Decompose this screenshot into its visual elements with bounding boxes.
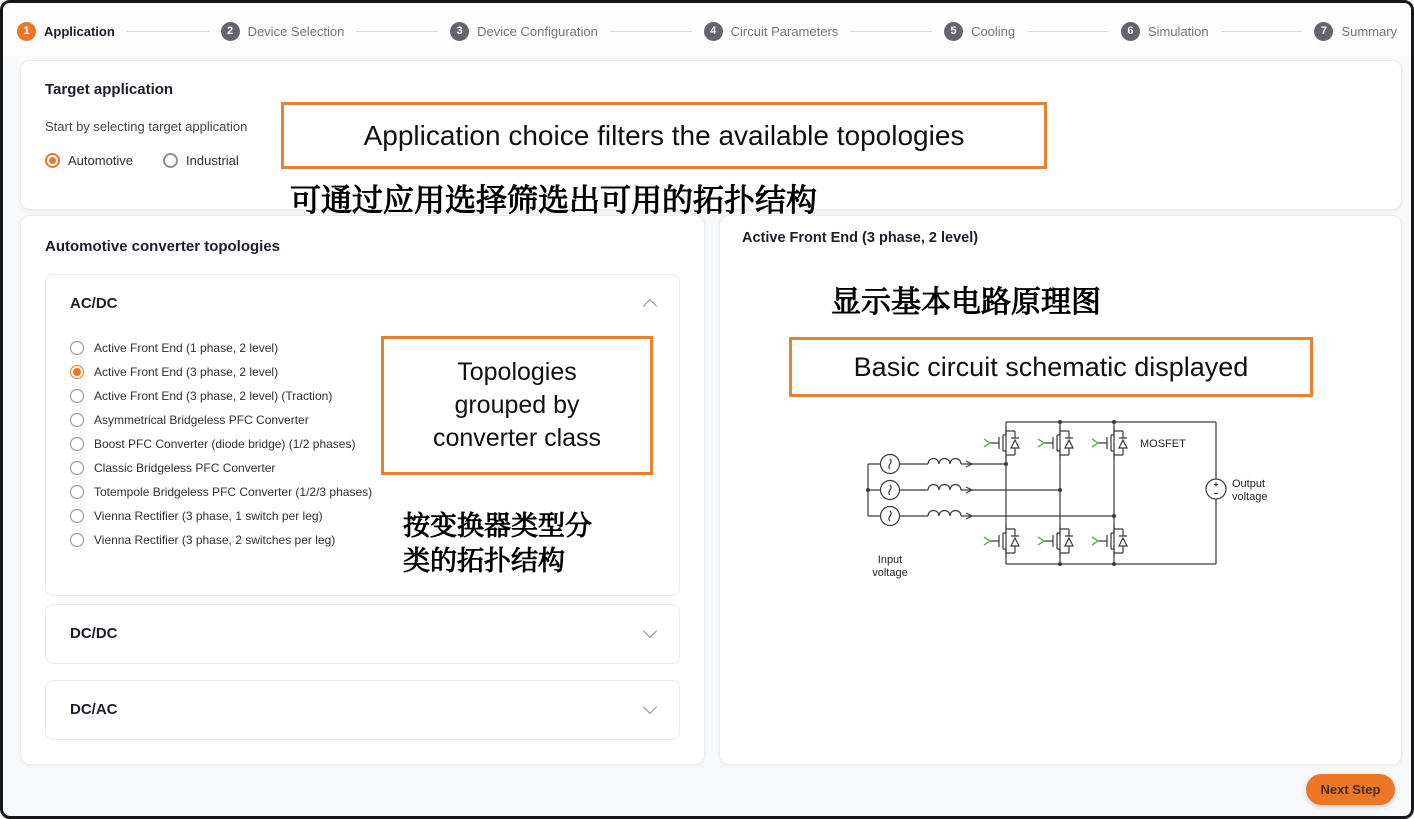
topology-option[interactable] xyxy=(70,509,372,523)
topology-option[interactable] xyxy=(70,413,372,427)
stepper-step-summary[interactable] xyxy=(1314,22,1397,41)
annotation-application-choice-zh: 可通过应用选择筛选出可用的拓扑结构 xyxy=(290,183,817,218)
input-voltage-label-line1: Input xyxy=(877,554,903,566)
topology-option[interactable] xyxy=(70,437,372,451)
step-number-badge: 6 xyxy=(1121,22,1140,41)
accordion-dcdc xyxy=(45,604,680,664)
step-label: Application xyxy=(44,23,115,39)
topologies-card xyxy=(20,215,705,765)
stepper-step-application[interactable] xyxy=(17,22,115,41)
step-number-badge: 4 xyxy=(704,22,723,41)
step-label: Device Selection xyxy=(247,23,345,39)
mosfet-label: MOSFET xyxy=(1140,438,1186,450)
application-radio-group xyxy=(45,153,239,168)
stepper-connector xyxy=(127,31,209,32)
topology-option[interactable] xyxy=(70,533,372,547)
input-voltage-label-line2: voltage xyxy=(872,567,908,579)
chevron-down-icon xyxy=(643,623,657,637)
annotation-topologies-grouped xyxy=(381,336,653,475)
topology-label: Vienna Rectifier (3 phase, 2 switches per leg) xyxy=(94,533,336,547)
annotation-topologies-grouped-zh: 按变换器类型分类的拓扑结构 xyxy=(403,511,592,577)
accordion-dcac xyxy=(45,680,680,740)
radio-option-industrial[interactable] xyxy=(163,153,239,168)
topologies-title: Automotive converter topologies xyxy=(45,238,281,255)
circuit-schematic xyxy=(848,414,1318,599)
next-step-button[interactable]: Next Step xyxy=(1306,774,1395,805)
topology-option[interactable] xyxy=(70,389,372,403)
radio-unselected-icon xyxy=(70,533,84,547)
output-voltage-label-line1: Output xyxy=(1232,478,1266,490)
radio-selected-icon xyxy=(45,153,60,168)
target-application-title: Target application xyxy=(45,81,174,98)
accordion-acdc-label: AC/DC xyxy=(70,294,118,312)
topology-label: Asymmetrical Bridgeless PFC Converter xyxy=(94,413,309,427)
topology-option[interactable] xyxy=(70,485,372,499)
accordion-dcac-header[interactable] xyxy=(46,681,679,737)
accordion-dcdc-label: DC/DC xyxy=(70,624,118,642)
stepper-connector xyxy=(1027,31,1109,32)
output-voltage-label-line2: voltage xyxy=(1232,491,1268,503)
stepper-connector xyxy=(850,31,932,32)
annotation-application-choice xyxy=(281,102,1047,169)
radio-option-automotive[interactable] xyxy=(45,153,133,168)
step-label: Circuit Parameters xyxy=(730,23,839,39)
acdc-topology-list xyxy=(70,341,372,547)
stepper-step-device-configuration[interactable] xyxy=(450,22,598,41)
radio-unselected-icon xyxy=(70,461,84,475)
stepper-step-circuit-parameters[interactable] xyxy=(704,22,839,41)
stepper-step-simulation[interactable] xyxy=(1121,22,1209,41)
accordion-acdc-header[interactable] xyxy=(46,275,679,331)
radio-unselected-icon xyxy=(70,437,84,451)
schematic-title: Active Front End (3 phase, 2 level) xyxy=(742,230,979,246)
topology-label: Classic Bridgeless PFC Converter xyxy=(94,461,276,475)
radio-label: Industrial xyxy=(186,153,239,168)
radio-unselected-icon xyxy=(70,389,84,403)
radio-selected-icon xyxy=(70,365,84,379)
step-number-badge: 5 xyxy=(944,22,963,41)
annotation-text: Basic circuit schematic displayed xyxy=(853,351,1249,382)
topology-label: Active Front End (3 phase, 2 level) xyxy=(94,365,279,379)
step-label: Summary xyxy=(1341,23,1398,39)
annotation-text: Topologies grouped by converter class xyxy=(432,358,602,452)
topology-label: Totempole Bridgeless PFC Converter (1/2/3 phases) xyxy=(94,485,373,499)
topology-label: Boost PFC Converter (diode bridge) (1/2 phases) xyxy=(94,437,356,451)
step-label: Device Configuration xyxy=(477,23,598,39)
radio-unselected-icon xyxy=(70,413,84,427)
radio-label: Automotive xyxy=(68,153,134,168)
stepper-connector xyxy=(610,31,692,32)
radio-unselected-icon xyxy=(70,341,84,355)
stepper-step-device-selection[interactable] xyxy=(221,22,345,41)
step-number-badge: 1 xyxy=(17,22,36,41)
topology-label: Active Front End (3 phase, 2 level) (Traction) xyxy=(94,389,333,403)
radio-unselected-icon xyxy=(70,485,84,499)
stepper-connector xyxy=(1221,31,1303,32)
topology-option-selected[interactable] xyxy=(70,365,372,379)
step-number-badge: 3 xyxy=(450,22,469,41)
target-application-subtitle: Start by selecting target application xyxy=(45,119,248,134)
radio-unselected-icon xyxy=(163,153,178,168)
annotation-schematic-displayed xyxy=(789,337,1313,397)
stepper-connector xyxy=(356,31,438,32)
step-number-badge: 2 xyxy=(221,22,240,41)
accordion-dcdc-header[interactable] xyxy=(46,605,679,661)
topology-label: Active Front End (1 phase, 2 level) xyxy=(94,341,279,355)
step-number-badge: 7 xyxy=(1314,22,1333,41)
step-label: Simulation xyxy=(1147,23,1209,39)
radio-unselected-icon xyxy=(70,509,84,523)
annotation-text: Application choice filters the available topologies xyxy=(363,119,965,151)
stepper-step-cooling[interactable] xyxy=(944,22,1015,41)
step-label: Cooling xyxy=(971,23,1016,39)
annotation-schematic-zh: 显示基本电路原理图 xyxy=(831,286,1101,319)
topology-option[interactable] xyxy=(70,461,372,475)
accordion-dcac-label: DC/AC xyxy=(70,700,118,718)
stepper xyxy=(17,11,1397,51)
chevron-down-icon xyxy=(643,699,657,713)
topology-label: Vienna Rectifier (3 phase, 1 switch per leg) xyxy=(94,509,323,523)
topology-option[interactable] xyxy=(70,341,372,355)
chevron-up-icon xyxy=(643,298,657,312)
